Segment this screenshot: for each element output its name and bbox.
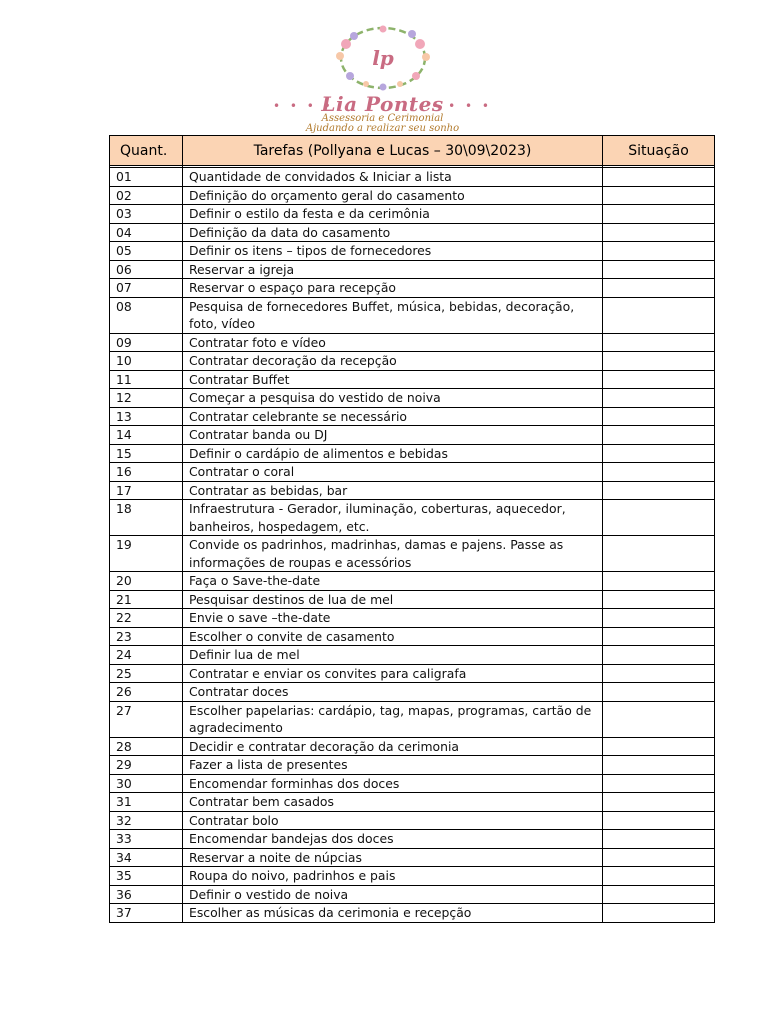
task-description-cell: Infraestrutura - Gerador, iluminação, coberturas, aquecedor, banheiros, hospedagem, etc. bbox=[183, 500, 603, 536]
table-row bbox=[110, 904, 715, 923]
task-number-cell: 16 bbox=[110, 463, 183, 482]
task-description-cell: Pesquisa de fornecedores Buffet, música, bebidas, decoração, foto, vídeo bbox=[183, 297, 603, 333]
table-row bbox=[110, 463, 715, 482]
task-status-cell bbox=[603, 683, 715, 702]
table-row bbox=[110, 352, 715, 371]
header-tasks: Tarefas (Pollyana e Lucas – 30\09\2023) bbox=[183, 136, 603, 166]
task-description-cell: Escolher as músicas da cerimonia e recepção bbox=[183, 904, 603, 923]
task-status-cell bbox=[603, 333, 715, 352]
task-number-cell: 37 bbox=[110, 904, 183, 923]
task-status-cell bbox=[603, 279, 715, 298]
table-row bbox=[110, 444, 715, 463]
task-description-cell: Reservar a noite de núpcias bbox=[183, 848, 603, 867]
task-status-cell bbox=[603, 242, 715, 261]
task-status-cell bbox=[603, 260, 715, 279]
task-description-cell: Contratar e enviar os convites para caligrafa bbox=[183, 664, 603, 683]
header-quant: Quant. bbox=[110, 136, 183, 166]
table-row bbox=[110, 646, 715, 665]
task-status-cell bbox=[603, 590, 715, 609]
task-status-cell bbox=[603, 609, 715, 628]
table-row bbox=[110, 279, 715, 298]
table-row bbox=[110, 168, 715, 187]
task-description-cell: Faça o Save-the-date bbox=[183, 572, 603, 591]
task-status-cell bbox=[603, 848, 715, 867]
task-description-cell: Definir o cardápio de alimentos e bebidas bbox=[183, 444, 603, 463]
task-number-cell: 15 bbox=[110, 444, 183, 463]
task-status-cell bbox=[603, 646, 715, 665]
task-status-cell bbox=[603, 370, 715, 389]
task-status-cell bbox=[603, 664, 715, 683]
task-status-cell bbox=[603, 572, 715, 591]
task-description-cell: Encomendar bandejas dos doces bbox=[183, 830, 603, 849]
decorative-dots-right: • • • • bbox=[431, 99, 492, 113]
table-row bbox=[110, 407, 715, 426]
task-number-cell: 31 bbox=[110, 793, 183, 812]
task-description-cell: Contratar decoração da recepção bbox=[183, 352, 603, 371]
table-row bbox=[110, 426, 715, 445]
task-description-cell: Contratar banda ou DJ bbox=[183, 426, 603, 445]
task-status-cell bbox=[603, 407, 715, 426]
task-number-cell: 34 bbox=[110, 848, 183, 867]
task-status-cell bbox=[603, 701, 715, 737]
task-number-cell: 14 bbox=[110, 426, 183, 445]
task-status-cell bbox=[603, 536, 715, 572]
table-row bbox=[110, 260, 715, 279]
table-row bbox=[110, 333, 715, 352]
task-description-cell: Definição da data do casamento bbox=[183, 223, 603, 242]
table-row bbox=[110, 756, 715, 775]
table-row bbox=[110, 609, 715, 628]
task-description-cell: Definir o vestido de noiva bbox=[183, 885, 603, 904]
table-row bbox=[110, 830, 715, 849]
task-status-cell bbox=[603, 205, 715, 224]
task-number-cell: 25 bbox=[110, 664, 183, 683]
task-description-cell: Contratar Buffet bbox=[183, 370, 603, 389]
table-row bbox=[110, 500, 715, 536]
task-number-cell: 20 bbox=[110, 572, 183, 591]
table-row bbox=[110, 205, 715, 224]
task-description-cell: Envie o save –the-date bbox=[183, 609, 603, 628]
task-status-cell bbox=[603, 481, 715, 500]
task-description-cell: Contratar bem casados bbox=[183, 793, 603, 812]
task-status-cell bbox=[603, 885, 715, 904]
svg-text:lp: lp bbox=[372, 46, 394, 70]
decorative-dots-left: • • • • bbox=[273, 99, 334, 113]
task-number-cell: 32 bbox=[110, 811, 183, 830]
task-status-cell bbox=[603, 463, 715, 482]
task-description-cell: Contratar doces bbox=[183, 683, 603, 702]
task-number-cell: 26 bbox=[110, 683, 183, 702]
task-description-cell: Encomendar forminhas dos doces bbox=[183, 774, 603, 793]
table-row bbox=[110, 590, 715, 609]
task-number-cell: 35 bbox=[110, 867, 183, 886]
header-status: Situação bbox=[603, 136, 715, 166]
task-status-cell bbox=[603, 627, 715, 646]
task-status-cell bbox=[603, 186, 715, 205]
task-status-cell bbox=[603, 444, 715, 463]
task-number-cell: 06 bbox=[110, 260, 183, 279]
task-description-cell: Pesquisar destinos de lua de mel bbox=[183, 590, 603, 609]
task-number-cell: 33 bbox=[110, 830, 183, 849]
task-table bbox=[109, 135, 715, 923]
task-status-cell bbox=[603, 223, 715, 242]
task-description-cell: Contratar celebrante se necessário bbox=[183, 407, 603, 426]
task-number-cell: 09 bbox=[110, 333, 183, 352]
task-description-cell: Definir lua de mel bbox=[183, 646, 603, 665]
task-description-cell: Contratar o coral bbox=[183, 463, 603, 482]
floral-wreath-icon bbox=[270, 24, 495, 94]
task-number-cell: 36 bbox=[110, 885, 183, 904]
task-number-cell: 17 bbox=[110, 481, 183, 500]
table-row bbox=[110, 627, 715, 646]
task-status-cell bbox=[603, 426, 715, 445]
table-row bbox=[110, 737, 715, 756]
task-number-cell: 01 bbox=[110, 168, 183, 187]
brand-subtitle: Assessoria e Cerimonial bbox=[321, 113, 444, 124]
table-row bbox=[110, 664, 715, 683]
table-row bbox=[110, 536, 715, 572]
table-row bbox=[110, 867, 715, 886]
table-row bbox=[110, 186, 715, 205]
task-number-cell: 28 bbox=[110, 737, 183, 756]
task-status-cell bbox=[603, 904, 715, 923]
task-status-cell bbox=[603, 811, 715, 830]
brand-tagline: Ajudando a realizar seu sonho bbox=[305, 123, 460, 134]
task-description-cell: Quantidade de convidados & Iniciar a lista bbox=[183, 168, 603, 187]
task-description-cell: Definição do orçamento geral do casamento bbox=[183, 186, 603, 205]
task-status-cell bbox=[603, 352, 715, 371]
table-row bbox=[110, 223, 715, 242]
task-number-cell: 07 bbox=[110, 279, 183, 298]
table-row bbox=[110, 370, 715, 389]
task-status-cell bbox=[603, 297, 715, 333]
task-description-cell: Definir os itens – tipos de fornecedores bbox=[183, 242, 603, 261]
task-description-cell: Definir o estilo da festa e da cerimônia bbox=[183, 205, 603, 224]
task-number-cell: 24 bbox=[110, 646, 183, 665]
task-status-cell bbox=[603, 500, 715, 536]
table-row bbox=[110, 683, 715, 702]
task-description-cell: Reservar a igreja bbox=[183, 260, 603, 279]
table-row bbox=[110, 481, 715, 500]
task-description-cell: Reservar o espaço para recepção bbox=[183, 279, 603, 298]
task-table-body bbox=[110, 166, 715, 923]
task-number-cell: 05 bbox=[110, 242, 183, 261]
task-status-cell bbox=[603, 867, 715, 886]
table-header-row bbox=[110, 136, 715, 166]
task-number-cell: 08 bbox=[110, 297, 183, 333]
task-status-cell bbox=[603, 774, 715, 793]
task-number-cell: 02 bbox=[110, 186, 183, 205]
task-number-cell: 04 bbox=[110, 223, 183, 242]
table-row bbox=[110, 848, 715, 867]
task-number-cell: 21 bbox=[110, 590, 183, 609]
task-number-cell: 03 bbox=[110, 205, 183, 224]
task-description-cell: Contratar as bebidas, bar bbox=[183, 481, 603, 500]
brand-logo bbox=[270, 24, 495, 134]
task-description-cell: Contratar foto e vídeo bbox=[183, 333, 603, 352]
task-description-cell: Começar a pesquisa do vestido de noiva bbox=[183, 389, 603, 408]
task-number-cell: 13 bbox=[110, 407, 183, 426]
table-row bbox=[110, 811, 715, 830]
table-row bbox=[110, 389, 715, 408]
table-row bbox=[110, 242, 715, 261]
table-row bbox=[110, 701, 715, 737]
task-description-cell: Decidir e contratar decoração da cerimonia bbox=[183, 737, 603, 756]
brand-name: Lia Pontes bbox=[321, 92, 444, 116]
task-description-cell: Roupa do noivo, padrinhos e pais bbox=[183, 867, 603, 886]
task-number-cell: 11 bbox=[110, 370, 183, 389]
task-number-cell: 22 bbox=[110, 609, 183, 628]
task-number-cell: 18 bbox=[110, 500, 183, 536]
task-number-cell: 10 bbox=[110, 352, 183, 371]
task-number-cell: 23 bbox=[110, 627, 183, 646]
task-status-cell bbox=[603, 389, 715, 408]
task-status-cell bbox=[603, 793, 715, 812]
task-description-cell: Escolher papelarias: cardápio, tag, mapas, programas, cartão de agradecimento bbox=[183, 701, 603, 737]
task-description-cell: Convide os padrinhos, madrinhas, damas e pajens. Passe as informações de roupas e acessórios bbox=[183, 536, 603, 572]
task-status-cell bbox=[603, 168, 715, 187]
table-row bbox=[110, 885, 715, 904]
task-number-cell: 12 bbox=[110, 389, 183, 408]
task-number-cell: 29 bbox=[110, 756, 183, 775]
table-row bbox=[110, 793, 715, 812]
task-number-cell: 19 bbox=[110, 536, 183, 572]
task-status-cell bbox=[603, 737, 715, 756]
task-description-cell: Fazer a lista de presentes bbox=[183, 756, 603, 775]
table-row bbox=[110, 297, 715, 333]
task-number-cell: 30 bbox=[110, 774, 183, 793]
table-row bbox=[110, 572, 715, 591]
task-description-cell: Escolher o convite de casamento bbox=[183, 627, 603, 646]
task-number-cell: 27 bbox=[110, 701, 183, 737]
task-status-cell bbox=[603, 756, 715, 775]
task-description-cell: Contratar bolo bbox=[183, 811, 603, 830]
table-row bbox=[110, 774, 715, 793]
task-status-cell bbox=[603, 830, 715, 849]
